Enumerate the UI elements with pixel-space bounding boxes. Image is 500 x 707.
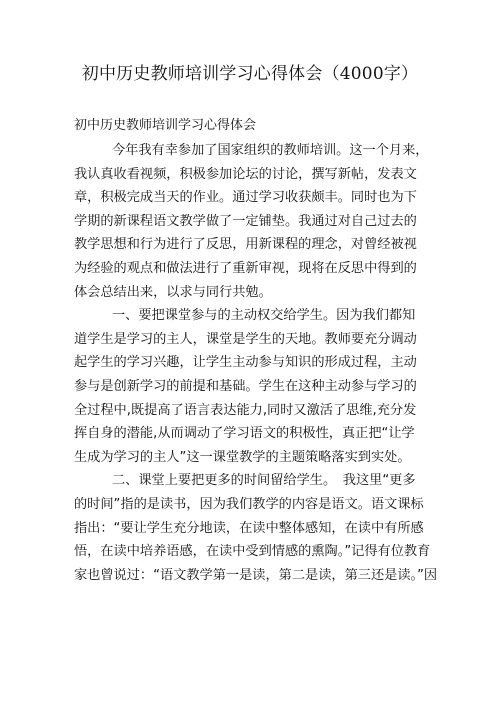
paragraph-1-line-4: 学期的新课程语文教学做了一定铺垫。我通过对自己过去的 — [74, 213, 417, 229]
paragraph-3-line-3: 指出：“要让学生充分地读，在读中整体感知，在读中有所感 — [74, 520, 424, 536]
paragraph-2-line-3: 起学生的学习兴趣，让学生主动参与知识的形成过程，主动 — [74, 355, 417, 371]
paragraph-3-line-2: 的时间”指的是读书，因为我们教学的内容是语文。语文课标 — [74, 496, 424, 512]
paragraph-1-line-1: 今年我有幸参加了国家组织的教师培训。这一个月来， — [112, 143, 429, 158]
paragraph-2-line-6: 挥自身的潜能,从而调动了学习语文的积极性，真正把“让学 — [74, 426, 415, 442]
paragraph-1-line-2: 我认真收看视频，积极参加论坛的讨论，撰写新帖，发表文 — [74, 166, 417, 182]
document-subtitle: 初中历史教师培训学习心得体会 — [74, 118, 257, 133]
paragraph-2-line-2: 道学生是学习的主人，课堂是学生的天地。教师要充分调动 — [74, 331, 417, 347]
paragraph-2-line-7: 生成为学习的主人”这一课堂教学的主题策略落实到实处。 — [74, 449, 411, 465]
paragraph-3-line-5: 家也曾说过：“语文教学第一是读，第二是读，第三还是读。”因 — [74, 567, 438, 583]
paragraph-2-line-4: 参与是创新学习的前提和基础。学生在这种主动参与学习的 — [74, 378, 417, 394]
paragraph-3-line-4: 悟，在读中培养语感，在读中受到情感的熏陶。”记得有位教育 — [74, 544, 431, 560]
paragraph-3-line-1: 二、课堂上要把更多的时间留给学生。 我这里“更多 — [112, 473, 416, 489]
body-text — [74, 139, 438, 587]
paragraph-1-line-7: 体会总结出来，以求与同行共勉。 — [74, 284, 272, 300]
document-title: 初中历史教师培训学习心得体会（4000字） — [81, 64, 419, 84]
paragraph-1-line-5: 教学思想和行为进行了反思，用新课程的理念，对曾经被视 — [74, 237, 417, 253]
paragraph-2-line-5: 全过程中,既提高了语言表达能力,同时又激活了思维,充分发 — [74, 402, 417, 418]
paragraph-1-line-3: 章，积极完成当天的作业。通过学习收获颇丰。同时也为下 — [74, 190, 417, 206]
paragraph-2-line-1: 一、要把课堂参与的主动权交给学生。因为我们都知 — [112, 308, 416, 324]
paragraph-1-line-6: 为经验的观点和做法进行了重新审视，现将在反思中得到的 — [74, 260, 417, 276]
